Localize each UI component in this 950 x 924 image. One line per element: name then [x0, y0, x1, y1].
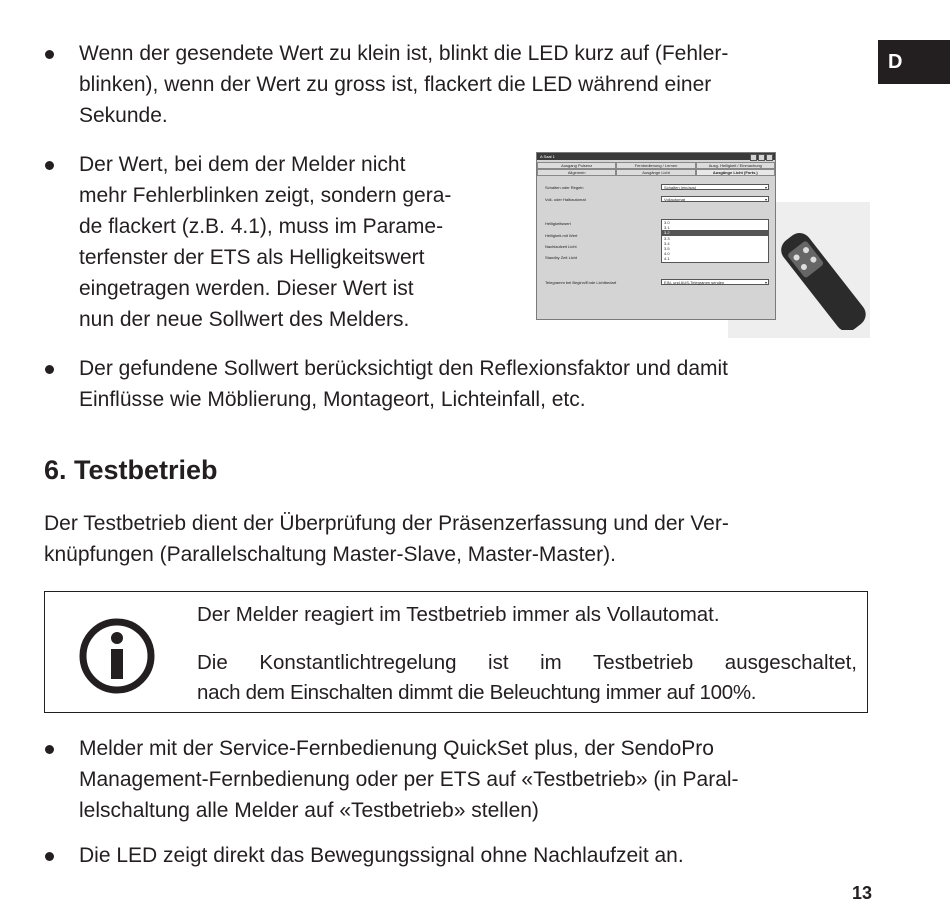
list-label: Nachlaufzeit Licht	[545, 244, 577, 249]
dropdown-arrow-icon: ▾	[764, 185, 767, 190]
list-label: Helligkeit-mit Wert	[545, 233, 578, 238]
bullet-line: nun der neue Sollwert des Melders.	[79, 308, 410, 331]
bullet-line: Einflüsse wie Möblierung, Montageort, Lichteinfall, etc.	[79, 388, 586, 411]
bullet-line: Der Wert, bei dem der Melder nicht	[79, 153, 406, 176]
tab-fernbedienung: Fernbedienung / Lernen	[616, 162, 695, 169]
bullet-line: terfenster der ETS als Helligkeitswert	[79, 246, 425, 269]
field-label: Schalten oder Regeln	[545, 185, 584, 190]
bullet-dot	[45, 852, 54, 861]
field-label: Telegramm bei Beginn/Ende Lichtbedarf	[545, 280, 617, 285]
bullet-item	[79, 149, 529, 335]
window-title: A Saal 1	[540, 154, 555, 159]
bullet-item	[79, 38, 869, 131]
intro-line: knüpfungen (Parallelschaltung Master-Slave, Master-Master).	[44, 543, 616, 566]
maximize-icon	[758, 154, 765, 161]
minimize-icon	[750, 154, 757, 161]
bullet-line: Sekunde.	[79, 104, 168, 127]
bullet-line: de flackert (z.B. 4.1), muss im Parame-	[79, 215, 444, 238]
window-titlebar	[537, 153, 775, 160]
tab-ausgang-pulsenz: Ausgang Pulsenz	[537, 162, 616, 169]
list-label: Helligkeitswert	[545, 221, 571, 226]
bullet-dot	[45, 161, 54, 170]
ets-window	[536, 152, 776, 320]
bullet-item	[79, 840, 869, 871]
field-value: Vollautomat ▾	[661, 196, 769, 202]
bullet-line: Melder mit der Service-Fernbedienung QuickSet plus, der SendoPro	[79, 737, 714, 760]
list-label: Standby Zeit Licht	[545, 255, 578, 260]
ets-screenshot	[536, 152, 870, 338]
bullet-line: lelschaltung alle Melder auf «Testbetrieb» stellen)	[79, 799, 539, 822]
language-tab: D	[878, 40, 950, 84]
bullet-line: blinken), wenn der Wert zu gross ist, flackert die LED während einer	[79, 73, 712, 96]
dropdown-arrow-icon: ▾	[764, 197, 767, 202]
info-circle-icon	[77, 616, 157, 696]
tab-ausgaenge-licht: Ausgänge Licht	[616, 169, 695, 176]
bullet-dot	[45, 745, 54, 754]
page-number: 13	[852, 883, 873, 903]
bullet-dot	[45, 50, 54, 59]
intro-line: Der Testbetrieb dient der Überprüfung der Präsenzerfassung und der Ver-	[44, 512, 729, 535]
bullet-dot	[45, 365, 54, 374]
remote-control-icon	[776, 230, 870, 330]
bullet-line: eingetragen werden. Dieser Wert ist	[79, 277, 414, 300]
info-line: nach dem Einschalten dimmt die Beleuchtung immer auf 100%.	[197, 681, 757, 704]
bullet-item	[79, 353, 869, 415]
section-intro	[44, 508, 854, 570]
value-listbox: 3.0 3.1 3.2 3.3 3.4 3.5 4.0 4.1	[661, 219, 769, 263]
info-line: Die Konstantlichtregelung ist im Testbetrieb ausgeschaltet,	[197, 651, 857, 674]
tab-ausgaenge-licht-forts: Ausgänge Licht (Forts.)	[696, 169, 775, 176]
dropdown-arrow-icon: ▾	[764, 280, 767, 285]
bullet-line: Management-Fernbedienung oder per ETS auf «Testbetrieb» (in Paral-	[79, 768, 739, 791]
close-icon	[766, 154, 773, 161]
info-box	[44, 591, 868, 713]
bullet-line: Wenn der gesendete Wert zu klein ist, blinkt die LED kurz auf (Fehler-	[79, 42, 729, 65]
section-heading: 6. Testbetrieb	[44, 455, 218, 485]
field-label: Voll- oder Halbautomat	[545, 197, 586, 202]
bullet-line: Der gefundene Sollwert berücksichtigt den Reflexionsfaktor und damit	[79, 357, 729, 380]
bullet-line: Die LED zeigt direkt das Bewegungssignal ohne Nachlaufzeit an.	[79, 844, 684, 867]
bullet-item	[79, 733, 869, 826]
bullet-line: mehr Fehlerblinken zeigt, sondern gera-	[79, 184, 452, 207]
info-line: Der Melder reagiert im Testbetrieb immer als Vollautomat.	[197, 603, 720, 626]
tab-helligkeit: Ausg. Helligkeit / Einmachung	[696, 162, 775, 169]
field-value: Schalten (ein/aus) ▾	[661, 184, 769, 190]
field-value: EIN- und AUS-Telegramm senden ▾	[661, 279, 769, 285]
tab-allgemein: Allgemein	[537, 169, 616, 176]
